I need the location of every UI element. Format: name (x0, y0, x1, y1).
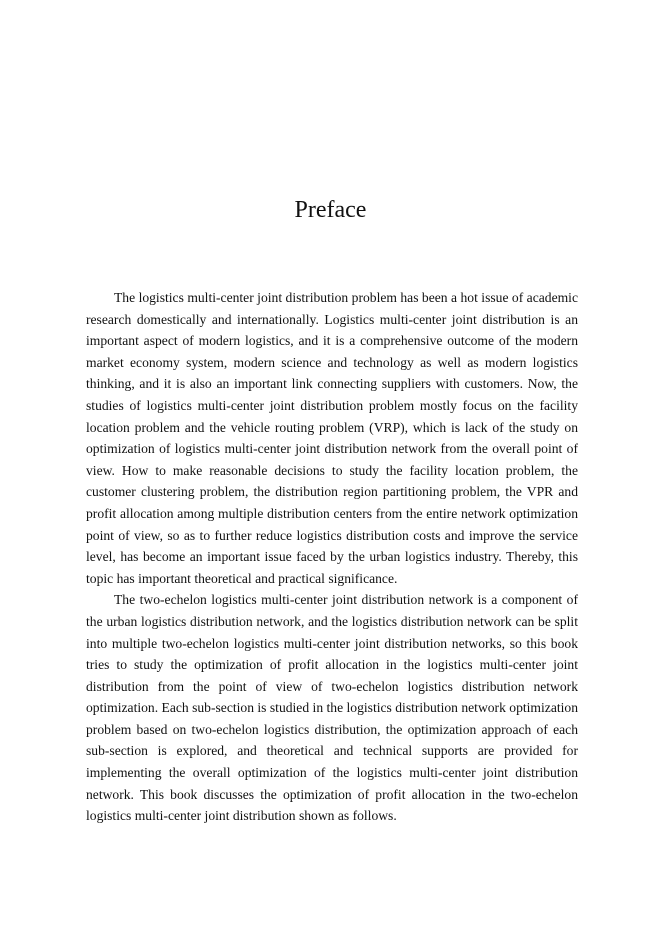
paragraph-1: The logistics multi-center joint distribution problem has been a hot issue of academic research domestically and internationally. Logistics multi-center joint distribution is an important aspect of modern logistics, and it is a comprehensive outcome of the modern market economy system, modern science and technology as well as modern logistics thinking, and it is also an important link connecting suppliers with customers. Now, the studies of logistics multi-center joint distribution problem mostly focus on the facility location problem and the vehicle routing problem (VRP), which is lack of the study on optimization of logistics multi-center joint distribution network from the overall point of view. How to make reasonable decisions to study the facility location problem, the customer clustering problem, the distribution region partitioning problem, the VPR and profit allocation among multiple distribution centers from the entire network optimization point of view, so as to further reduce logistics distribution costs and improve the service level, has become an important issue faced by the urban logistics industry. Thereby, this topic has important theoretical and practical significance. (86, 290, 578, 586)
paragraph-2: The two-echelon logistics multi-center joint distribution network is a component of the urban logistics distribution network, and the logistics distribution network can be split into multiple two-echelon logistics multi-center joint distribution networks, so this book tries to study the optimization of profit allocation in the logistics multi-center joint distribution from the point of view of two-echelon logistics distribution network optimization. Each sub-section is studied in the logistics distribution network optimization problem based on two-echelon logistics distribution, the optimization approach of each sub-section is explored, and theoretical and technical supports are provided for implementing the overall optimization of the logistics multi-center joint distribution network. This book discusses the optimization of profit allocation in the two-echelon logistics multi-center joint distribution shown as follows. (86, 592, 578, 824)
preface-body (86, 287, 578, 827)
page-title: Preface (294, 197, 367, 223)
